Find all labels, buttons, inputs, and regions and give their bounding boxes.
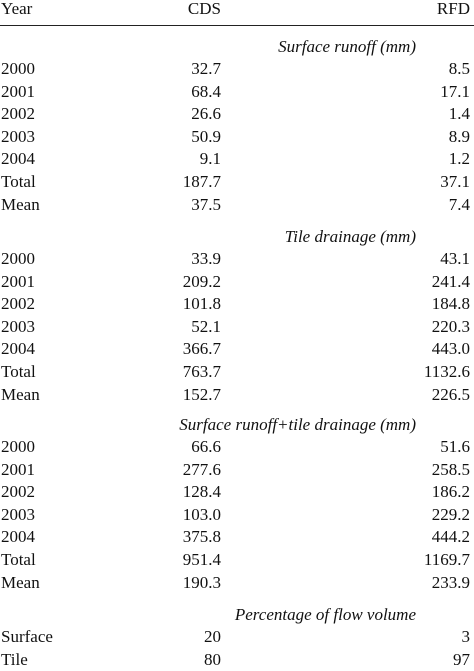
cds-value: 763.7 xyxy=(182,362,221,381)
cds-value: 33.9 xyxy=(191,249,221,268)
cds-value: 209.2 xyxy=(182,271,221,291)
cds-value: 68.4 xyxy=(191,81,221,101)
rfd-value: 37.1 xyxy=(440,172,470,191)
cds-value: 187.7 xyxy=(182,172,221,191)
rfd-value: 258.5 xyxy=(431,459,470,479)
cds-value: 128.4 xyxy=(182,482,221,502)
row-label: Total xyxy=(1,550,36,569)
cds-value: 951.4 xyxy=(182,550,221,569)
row-label: Total xyxy=(1,362,36,381)
section-title xyxy=(0,36,474,58)
cds-value: 190.3 xyxy=(182,572,221,592)
row-label: 2001 xyxy=(1,81,35,101)
cds-value: 277.6 xyxy=(182,459,221,479)
header-cds: CDS xyxy=(187,0,221,18)
section-title xyxy=(0,604,474,626)
section-title-text: Tile drainage (mm) xyxy=(284,227,416,246)
table-row xyxy=(0,436,474,458)
table-row xyxy=(0,58,474,80)
table-row xyxy=(0,361,474,383)
section-title-text: Percentage of flow volume xyxy=(234,605,416,624)
cds-value: 37.5 xyxy=(191,194,221,214)
rfd-value: 233.9 xyxy=(431,572,470,592)
header-rfd: RFD xyxy=(436,0,470,18)
row-label: Total xyxy=(1,172,36,191)
rfd-value: 7.4 xyxy=(448,194,470,214)
row-label: 2001 xyxy=(1,459,35,479)
cds-value: 26.6 xyxy=(191,104,221,124)
rfd-value: 1.2 xyxy=(448,149,470,169)
cds-value: 375.8 xyxy=(182,527,221,547)
row-label: Tile xyxy=(1,649,28,669)
rfd-value: 241.4 xyxy=(431,271,470,291)
row-label: 2002 xyxy=(1,482,35,502)
row-label: 2004 xyxy=(1,527,35,547)
rfd-value: 3 xyxy=(461,627,470,646)
cds-value: 32.7 xyxy=(191,59,221,78)
section-title-text: Surface runoff+tile drainage (mm) xyxy=(179,415,416,434)
header-rule xyxy=(0,25,474,26)
cds-value: 52.1 xyxy=(191,316,221,336)
rfd-value: 43.1 xyxy=(440,249,470,268)
cds-value: 101.8 xyxy=(182,294,221,314)
row-label: Surface xyxy=(1,627,53,646)
rfd-value: 1132.6 xyxy=(423,362,470,381)
table-row xyxy=(0,384,474,406)
table-row xyxy=(0,549,474,571)
row-label: 2002 xyxy=(1,294,35,314)
table-row xyxy=(0,572,474,594)
cds-value: 20 xyxy=(204,627,221,646)
table-row xyxy=(0,293,474,315)
table-row xyxy=(0,248,474,270)
cds-value: 9.1 xyxy=(199,149,221,169)
table-row xyxy=(0,459,474,481)
section-title xyxy=(0,226,474,248)
section-title-text: Surface runoff (mm) xyxy=(278,37,416,56)
row-label: 2002 xyxy=(1,104,35,124)
cds-value: 152.7 xyxy=(182,384,221,404)
rfd-value: 220.3 xyxy=(431,316,470,336)
rfd-value: 444.2 xyxy=(431,527,470,547)
row-label: 2000 xyxy=(1,437,35,456)
table-row xyxy=(0,126,474,148)
table-row xyxy=(0,81,474,103)
rfd-value: 17.1 xyxy=(440,81,470,101)
rfd-value: 8.5 xyxy=(448,59,470,78)
row-label: 2000 xyxy=(1,59,35,78)
table-header xyxy=(0,0,474,20)
cds-value: 103.0 xyxy=(182,504,221,524)
row-label: 2004 xyxy=(1,149,35,169)
rfd-value: 184.8 xyxy=(431,294,470,314)
rfd-value: 97 xyxy=(453,649,470,669)
cds-value: 366.7 xyxy=(182,339,221,359)
rfd-value: 51.6 xyxy=(440,437,470,456)
table-row xyxy=(0,504,474,526)
row-label: Mean xyxy=(1,384,40,404)
rfd-value: 226.5 xyxy=(431,384,470,404)
rfd-value: 1.4 xyxy=(448,104,470,124)
rfd-value: 8.9 xyxy=(448,126,470,146)
table-row xyxy=(0,626,474,648)
row-label: 2001 xyxy=(1,271,35,291)
cds-value: 50.9 xyxy=(191,126,221,146)
table-row xyxy=(0,649,474,671)
row-label: 2003 xyxy=(1,126,35,146)
rfd-value: 1169.7 xyxy=(423,550,470,569)
row-label: 2003 xyxy=(1,316,35,336)
section-title xyxy=(0,414,474,436)
table-row xyxy=(0,338,474,360)
table-row xyxy=(0,481,474,503)
header-year: Year xyxy=(1,0,33,18)
table-row xyxy=(0,526,474,548)
row-label: 2003 xyxy=(1,504,35,524)
table-row xyxy=(0,148,474,170)
cds-value: 66.6 xyxy=(191,437,221,456)
row-label: Mean xyxy=(1,572,40,592)
table-row xyxy=(0,194,474,216)
table-row xyxy=(0,316,474,338)
table-row xyxy=(0,271,474,293)
rfd-value: 443.0 xyxy=(431,339,470,359)
rfd-value: 229.2 xyxy=(431,504,470,524)
table-row xyxy=(0,171,474,193)
cds-value: 80 xyxy=(204,649,221,669)
rfd-value: 186.2 xyxy=(431,482,470,502)
row-label: 2004 xyxy=(1,339,35,359)
table-row xyxy=(0,103,474,125)
row-label: 2000 xyxy=(1,249,35,268)
row-label: Mean xyxy=(1,194,40,214)
